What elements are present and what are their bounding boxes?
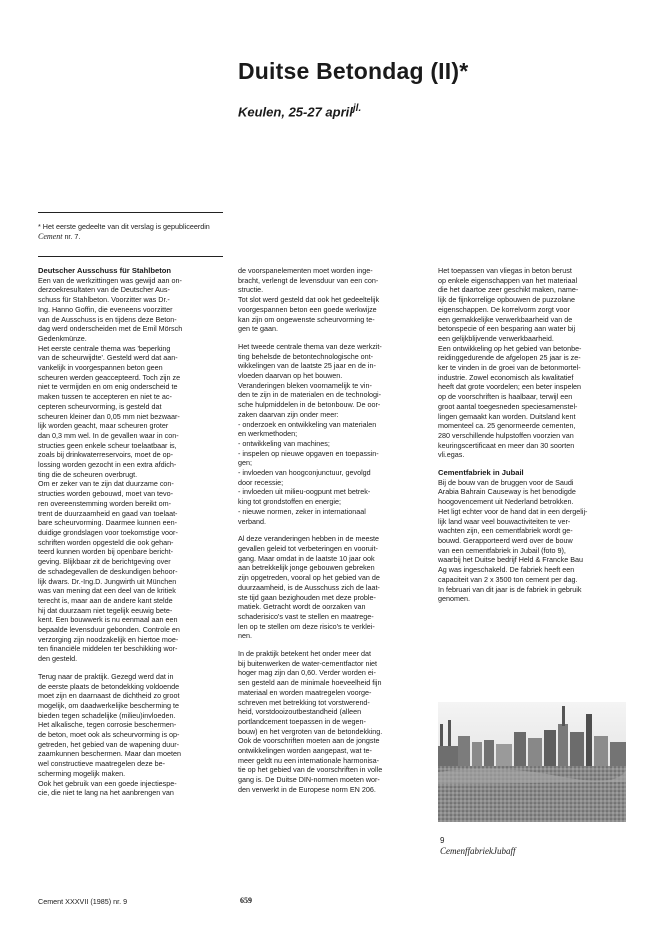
- paragraph-gap: [238, 334, 428, 342]
- text-line: Veranderingen bleken voornamelijk te vin-: [238, 380, 372, 390]
- text-line: structie.: [238, 285, 264, 295]
- text-line: - onderzoek en ontwikkeling van materialen: [238, 419, 377, 429]
- text-line: scheuren kleiner dan 0,05 mm niet bezwaar-: [38, 411, 180, 421]
- text-line: bracht, verlengt de levensduur van een con-: [238, 275, 379, 285]
- column2-block3: [238, 534, 428, 641]
- text-line: heeft dat grote voordelen; een beter inspelen: [438, 382, 582, 392]
- paragraph-gap: [238, 526, 428, 534]
- text-line: Het tweede centrale thema van deze werkzit-: [238, 341, 382, 351]
- text-line: - ontwikkeling van machines;: [238, 438, 330, 448]
- text-column-1: [38, 266, 228, 798]
- text-line: de beton, moet ook als scheurvorming is op-: [38, 730, 180, 740]
- text-line: len op te stellen om deze risico's te verklei-: [238, 621, 375, 631]
- section-heading-jubail: Cementfabriek in Jubail: [438, 468, 524, 478]
- text-line: - invloeden van hoogconjunctuur, gevolgd: [238, 468, 371, 478]
- text-line: maken tussen te accepteren en niet te ac-: [38, 392, 172, 402]
- footer-journal: Cement XXXVII (1985) nr. 9: [38, 897, 128, 906]
- subtitle-mark: jl.: [352, 103, 362, 114]
- text-line: kent. Een bouwwerk is nu eenmaal aan een: [38, 615, 178, 625]
- text-line: Gedenkmünze.: [38, 333, 87, 343]
- text-line: structies worden gebouwd, moet van tevo-: [38, 489, 174, 499]
- text-line: derzoekresultaten van de Deutscher Aus-: [38, 285, 170, 295]
- footnote-rule-bottom: [38, 256, 223, 257]
- text-line: die het daartoe zeer geschikt maken, name-: [438, 285, 579, 295]
- text-line: capaciteit van 2 x 3500 ton cement per dag.: [438, 574, 578, 584]
- text-line: reidinggedurende de afgelopen 25 jaar is ze-: [438, 353, 581, 363]
- text-line: lossing worden gezocht in een extra afdich-: [38, 460, 177, 470]
- text-line: gang is. De Duitse DIN-normen moeten wor-: [238, 775, 380, 785]
- text-line: schreven met betrekking tot vorstwerend-: [238, 697, 370, 707]
- text-line: gen te gaan.: [238, 324, 278, 334]
- text-line: ting die de scheuren overbrugt.: [38, 469, 138, 479]
- text-line: bouw) en het vergroten van de betondekking.: [238, 726, 383, 736]
- text-line: schaderisico's vast te stellen en maatrege-: [238, 611, 374, 621]
- figure-caption: CemenffabriekJubaff: [440, 846, 516, 856]
- text-line: In februari van dit jaar is de fabriek in gebruik: [438, 584, 582, 594]
- text-line: bouwd. Gerapporteerd werd over de bouw: [438, 535, 573, 545]
- text-line: den gesteld.: [38, 654, 78, 664]
- text-line: den verwerkt in de Europese norm EN 206.: [238, 784, 376, 794]
- text-line: Een ontwikkeling op het gebied van betonbe-: [438, 343, 582, 353]
- text-line: gen;: [238, 458, 252, 468]
- text-line: schuss für Stahlbeton. Voorzitter was Dr.-: [38, 295, 170, 305]
- text-line: hoger mag zijn dan 0,60. Verder worden ei-: [238, 668, 376, 678]
- text-line: ren overeenstemming worden bereikt om-: [38, 498, 172, 508]
- text-line: lijk worden geacht, maar scheuren groter: [38, 421, 169, 431]
- text-line: momenteel ca. 25 genormeerde cementen,: [438, 421, 576, 431]
- text-line: sen gesteld aan de minimale hoeveelheid fijn: [238, 678, 382, 688]
- text-line: ste tijd gaan bezighouden met deze proble-: [238, 592, 376, 602]
- text-line: zaken daarvan zijn onder meer:: [238, 409, 339, 419]
- text-line: Ing. Hanno Goffin, die eveneens voorzitter: [38, 304, 173, 314]
- text-line: industrie. Zowel economisch als kwalitatief: [438, 372, 574, 382]
- text-line: hij dat duurzaam niet tegelijk eeuwig bete-: [38, 605, 173, 615]
- text-line: moet zijn en daarnaast de dichtheid zo groot: [38, 691, 180, 701]
- article-title: Duitse Betondag (II)*: [238, 58, 469, 84]
- text-line: gevallen geleid tot verbeteringen en vooruit-: [238, 543, 378, 553]
- text-line: ting behelsde de betontechnologische ont-: [238, 351, 374, 361]
- text-line: bij buitenwerken de water-cementfactor niet: [238, 658, 378, 668]
- text-line: scherming mogelijk maken.: [38, 768, 126, 778]
- column2-block1: [238, 266, 428, 334]
- section-heading-ausschuss: Deutscher Ausschuss für Stahlbeton: [38, 266, 172, 275]
- text-line: van een cementfabriek in Jubail (foto 9),: [438, 545, 566, 555]
- column2-block2: [238, 342, 428, 526]
- text-line: vankelijk in voorgespannen beton geen: [38, 363, 163, 373]
- text-line: Bij de bouw van de bruggen voor de Saudi: [438, 477, 574, 487]
- text-line: Het eerste centrale thema was 'beperking: [38, 343, 171, 353]
- text-line: op de voorschriften is haalbaar, terwijl een: [438, 392, 573, 402]
- text-line: cie, die niet te lang na het aanbrengen van: [38, 788, 174, 798]
- text-line: schriften worden opgesteld die ook gehan-: [38, 537, 174, 547]
- text-line: lingen gemaakt kan worden. Duitsland kent: [438, 411, 576, 421]
- footnote-rule-top: [38, 212, 223, 213]
- text-line: portlandcement toepassen in de wegen-: [238, 716, 366, 726]
- text-line: van de Ausschuss is en tijdens deze Beton-: [38, 314, 177, 324]
- text-line: cepteren scheurvorming, is gesteld dat: [38, 401, 162, 411]
- text-line: niet te vermijden en om enig onderscheid te: [38, 382, 178, 392]
- subtitle-location-date: Keulen, 25-27 april: [238, 104, 353, 120]
- text-line: lijk land waar veel bouwactiviteiten te ver-: [438, 516, 571, 526]
- text-line: heid, vorstdooizoutbestandheid (alleen: [238, 707, 362, 717]
- text-line: - inspelen op nieuwe opgaven en toepassin-: [238, 448, 379, 458]
- text-line: vli.egas.: [438, 450, 465, 460]
- text-line: 280 verschillende hulpstoffen voorzien van: [438, 430, 574, 440]
- text-column-3: [438, 266, 628, 604]
- text-line: keuringscertificaat en meer dan 30 soorten: [438, 440, 575, 450]
- column1-block2: [38, 672, 228, 798]
- text-line: Terug naar de praktijk. Gezegd werd dat in: [38, 671, 174, 681]
- text-line: dan 0,3 mm wel. In de gevallen waar in con-: [38, 430, 179, 440]
- text-line: den te zijn in de materialen en de technologi-: [238, 390, 382, 400]
- text-line: terecht is, maar aan de andere kant stelde: [38, 595, 173, 605]
- text-line: getreden, het gebied van de wapening duur-: [38, 739, 180, 749]
- text-line: lijk dwars. Dr.-Ing.D. Jungwirth uit München: [38, 576, 177, 586]
- text-line: de eerste plaats de betondekking voldoende: [38, 681, 180, 691]
- text-line: geving. Blijkbaar zit de berichtgeving over: [38, 557, 171, 567]
- text-line: Om er zeker van te zijn dat duurzame con-: [38, 479, 174, 489]
- text-line: ker te vinden in de groei van de betonmortel-: [438, 363, 581, 373]
- text-line: tie op het gebied van de voorschriften in volle: [238, 765, 383, 775]
- text-line: Arabia Bahrain Causeway is het benodigde: [438, 487, 576, 497]
- text-line: materiaal en worden maatregelen voorge-: [238, 687, 372, 697]
- text-line: door recessie;: [238, 477, 284, 487]
- text-line: en werkmethoden;: [238, 429, 298, 439]
- text-line: wikkelingen van de laatste 25 jaar en de in-: [238, 361, 376, 371]
- text-line: nen.: [238, 631, 252, 641]
- text-line: meer geldt nu een internationale harmonisa-: [238, 755, 380, 765]
- text-line: gang. Maar omdat in de laatste 10 jaar ook: [238, 553, 375, 563]
- text-line: duurzaamheid, is de Ausschuss zich de laat-: [238, 582, 380, 592]
- text-line: bieden tegen schadelijke (milieu)invloeden.: [38, 710, 176, 720]
- text-line: wel constructieve maatregelen deze be-: [38, 759, 166, 769]
- text-line: een gemakkelijke verwerkbaarheid van de: [438, 314, 573, 324]
- paragraph-gap: [38, 664, 228, 672]
- text-line: aan betrekkelijk jonge gebouwen gebreken: [238, 563, 375, 573]
- text-line: Het ligt echter voor de hand dat in een dergelij-: [438, 506, 588, 516]
- text-line: In de praktijk betekent het onder meer dat: [238, 649, 372, 659]
- column3-block2: [438, 478, 628, 604]
- text-line: de schadegevallen de deskundigen behoor-: [38, 566, 178, 576]
- text-line: wachten zijn, een cementfabriek wordt ge-: [438, 526, 573, 536]
- text-line: sche hulpmiddelen in de betonbouw. De oor-: [238, 400, 381, 410]
- factory-photo: [438, 702, 626, 822]
- text-line: Ook het gebruik van een goede injectiespe-: [38, 778, 177, 788]
- text-line: bepaalde levensduur gebonden. Controle en: [38, 625, 180, 635]
- factory-photo-icon: [438, 702, 626, 822]
- text-line: mogelijk, om daadwerkelijke bescherming te: [38, 700, 180, 710]
- page-number: 659: [240, 896, 252, 905]
- article-subtitle: [238, 103, 361, 119]
- text-line: vloeden daarvan op het bouwen.: [238, 371, 343, 381]
- text-line: waarbij het Duitse bedrijf Held & Francke Bau: [438, 555, 584, 565]
- text-line: Tot slot werd gesteld dat ook het gedeeltelijk: [238, 295, 380, 305]
- text-line: voorgespannen beton een goede werkwijze: [238, 304, 377, 314]
- paragraph-gap: [238, 641, 428, 649]
- text-line: genomen.: [438, 594, 470, 604]
- text-line: - invloeden uit milieu-oogpunt met betrek-: [238, 487, 371, 497]
- text-line: king tot grondstoffen en energie;: [238, 497, 341, 507]
- text-line: groot aantal toegesneden speciesamenstel-: [438, 401, 578, 411]
- text-line: structies geen enkele scheur toelaatbaar is,: [38, 440, 177, 450]
- paragraph-gap: [438, 460, 628, 468]
- text-line: ontwikkelingen worden aangepast, wat te-: [238, 746, 372, 756]
- text-line: ten financiële middelen ter beschikking wor-: [38, 644, 178, 654]
- footnote-suffix: nr. 7.: [64, 232, 81, 241]
- text-line: was van mening dat een deel van de kritiek: [38, 586, 176, 596]
- text-line: een gelijkblijvende verwerkbaarheid.: [438, 333, 554, 343]
- text-line: zaamkunnen beschermen. Maar dan moeten: [38, 749, 182, 759]
- text-line: betonspecie of een besparing aan water bij: [438, 324, 576, 334]
- text-line: hoogovencement uit Nederland betrokken.: [438, 497, 574, 507]
- text-line: Het alkalische, tegen corrosie beschermen-: [38, 720, 177, 730]
- text-line: Het toepassen van vliegas in beton berust: [438, 266, 572, 275]
- footnote-brand: Cement: [38, 232, 63, 241]
- text-line: dag werd onderscheiden met de Emil Mörsch: [38, 324, 183, 334]
- text-line: Een van de werkzittingen was gewijd aan on-: [38, 275, 182, 285]
- text-line: duidige grondslagen voor toekomstige voor-: [38, 527, 178, 537]
- footnote: [38, 222, 228, 242]
- text-line: eigenschappen. De korrelvorm zorgt voor: [438, 304, 570, 314]
- column3-block1: [438, 266, 628, 460]
- text-line: verzorging zijn noodzakelijk en hiertoe moe-: [38, 634, 179, 644]
- text-line: kan zijn om ongewenste scheurvorming te-: [238, 314, 375, 324]
- text-line: matiek. Getracht wordt de oorzaken van: [238, 602, 366, 612]
- footnote-text: * Het eerste gedeelte van dit verslag is gepubliceerdin: [38, 222, 210, 231]
- text-line: teerd kunnen worden bij openbare bericht-: [38, 547, 174, 557]
- column2-block4: [238, 649, 428, 795]
- text-line: bare scheurvorming. Daarmee kunnen een-: [38, 518, 178, 528]
- text-line: op enkele eigenschappen van het materiaal: [438, 275, 578, 285]
- text-line: scheuren werden geaccepteerd. Toch zijn ze: [38, 372, 181, 382]
- text-line: verband.: [238, 516, 266, 526]
- text-line: Al deze veranderingen hebben in de meeste: [238, 534, 380, 544]
- text-line: zoals bij drinkwaterreservoirs, moet de op-: [38, 450, 174, 460]
- text-line: lijk de fijnkorrelige opbouwen de puzzolane: [438, 295, 576, 305]
- text-line: van de scheurwijdte'. Gesteld werd dat aan-: [38, 353, 178, 363]
- text-line: - nieuwe normen, zeker in internationaal: [238, 506, 366, 516]
- text-line: zijn opgetreden, vooral op het gebied van de: [238, 573, 380, 583]
- figure-number: 9: [440, 836, 445, 845]
- text-column-2: [238, 266, 428, 795]
- text-line: de voorspanelementen moet worden inge-: [238, 266, 373, 275]
- text-line: trent de duurzaamheid en gaad van toelaat-: [38, 508, 178, 518]
- text-line: Ook de voorschriften moeten aan de jongste: [238, 736, 380, 746]
- column1-block1: [38, 276, 228, 664]
- text-line: Ag was ingeschakeld. De fabriek heeft een: [438, 565, 575, 575]
